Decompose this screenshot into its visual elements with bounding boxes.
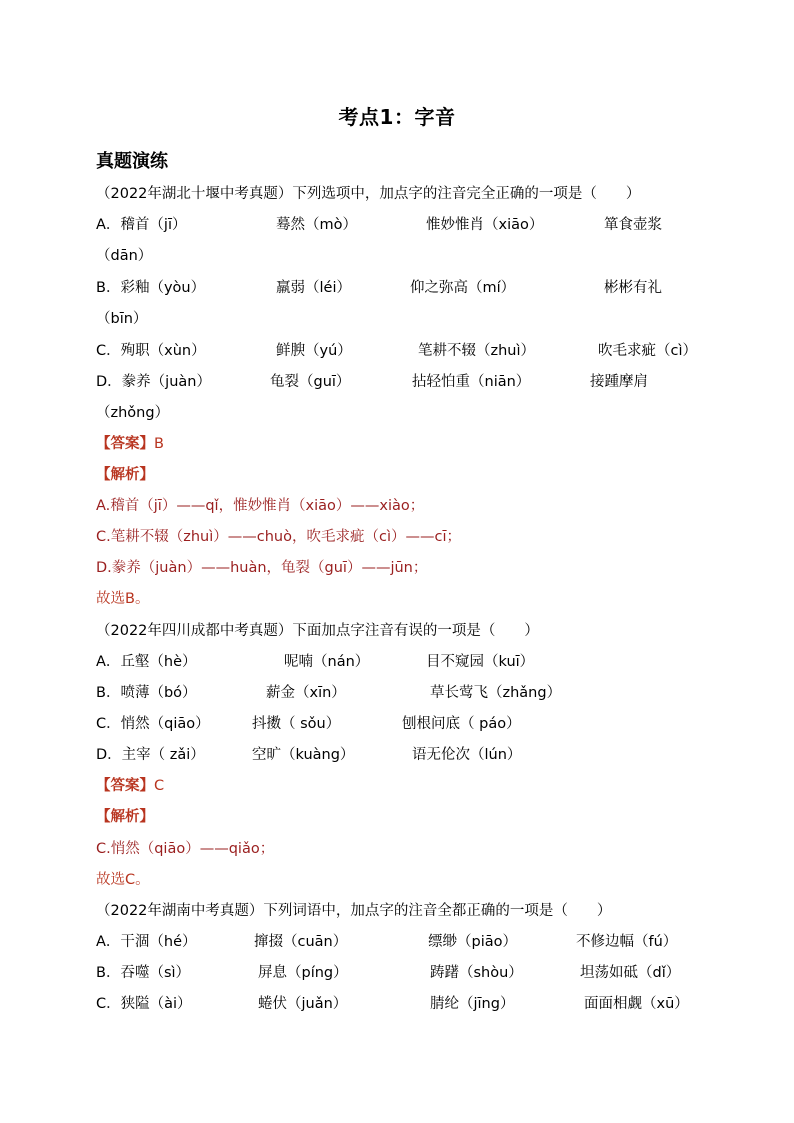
option-c-item-3: 笔耕不辍（zhuì） [418, 343, 536, 359]
q1-analysis-label [96, 464, 154, 486]
option-c-item-1: C．悄然（qiāo） [96, 716, 210, 732]
q1-option-b-wrap [96, 308, 147, 330]
option-b-item-4: 坦荡如砥（dǐ） [580, 965, 681, 981]
option-a-item-1: A．丘壑（hè） [96, 654, 197, 670]
option-d-item-2: 龟裂（guī） [270, 374, 351, 390]
option-a-item-4-pinyin: （dān） [96, 248, 153, 264]
section-heading: 真题演练 [96, 151, 168, 172]
q2-stem [96, 620, 539, 642]
q3-stem [96, 900, 611, 922]
option-a-item-3: 目不窥园（kuī） [426, 654, 535, 670]
option-a-item-2: 撺掇（cuān） [254, 934, 348, 950]
option-a-item-4: 箪食壶浆 [604, 217, 662, 233]
option-c-item-2: 蜷伏（juǎn） [258, 996, 348, 1012]
option-a-item-2: 蓦然（mò） [276, 217, 357, 233]
option-c-item-1: C．狭隘（ài） [96, 996, 192, 1012]
q2-stem-text: （2022年四川成都中考真题）下面加点字注音有误的一项是（ ） [96, 623, 539, 639]
option-c-item-3: 刨根问底（ páo） [402, 716, 521, 732]
option-d-item-1: D．主宰（ zǎi） [96, 747, 205, 763]
option-a-item-3: 惟妙惟肖（xiāo） [426, 217, 544, 233]
option-c-item-4: 吹毛求疵（cì） [598, 343, 698, 359]
q1-stem [96, 183, 640, 205]
option-a-item-1: A．干涸（hé） [96, 934, 197, 950]
option-b-item-2: 薪金（xīn） [266, 685, 346, 701]
option-b-item-3: 草长莺飞（zhǎng） [430, 685, 562, 701]
answer-label: 【答案】 [96, 436, 154, 452]
option-b-item-2: 屏息（píng） [258, 965, 348, 981]
q1-option-d-wrap [96, 402, 169, 424]
option-b-item-2: 羸弱（léi） [276, 280, 351, 296]
page-title: 考点1：字音 [338, 105, 456, 129]
q1-conclusion: 故选B。 [96, 591, 150, 607]
option-d-item-2: 空旷（kuàng） [252, 747, 355, 763]
q3-stem-text: （2022年湖南中考真题）下列词语中，加点字的注音全都正确的一项是（ ） [96, 903, 612, 919]
option-c-item-3: 腈纶（jīng） [430, 996, 515, 1012]
option-b-item-1: B．彩釉（yòu） [96, 280, 206, 296]
option-b-item-1: B．吞噬（sì） [96, 965, 191, 981]
option-d-item-3: 拈轻怕重（niān） [412, 374, 531, 390]
analysis-label: 【解析】 [96, 809, 154, 825]
option-c-item-4: 面面相觑（xū） [584, 996, 689, 1012]
answer-value: B [154, 436, 164, 452]
q2-analysis-label [96, 806, 154, 828]
q1-analysis-line-3: D.豢养（juàn）——huàn，龟裂（guī）——jūn； [96, 560, 428, 576]
answer-label: 【答案】 [96, 778, 154, 794]
option-a-item-2: 呢喃（nán） [284, 654, 370, 670]
option-c-item-2: 鲜腴（yú） [276, 343, 352, 359]
q2-analysis-line-1: C.悄然（qiāo）——qiǎo； [96, 841, 275, 857]
q1-answer [96, 433, 164, 455]
option-a-item-1: A．稽首（jī） [96, 217, 187, 233]
option-d-item-1: D．豢养（juàn） [96, 374, 211, 390]
q1-option-a-wrap [96, 245, 152, 267]
option-b-item-3: 踌躇（shòu） [430, 965, 523, 981]
option-b-item-3: 仰之弥高（mí） [410, 280, 516, 296]
option-d-item-4-pinyin: （zhǒng） [96, 405, 170, 421]
option-b-item-4-pinyin: （bīn） [96, 311, 148, 327]
option-a-item-4: 不修边幅（fú） [576, 934, 678, 950]
q1-analysis-line-1: A.稽首（jī）——qǐ，惟妙惟肖（xiāo）——xiào； [96, 498, 425, 514]
option-d-item-3: 语无伦次（lún） [412, 747, 522, 763]
q1-analysis-line-2: C.笔耕不辍（zhuì）——chuò，吹毛求疵（cì）——cī； [96, 529, 461, 545]
q1-stem-text: （2022年湖北十堰中考真题）下列选项中，加点字的注音完全正确的一项是（ ） [96, 186, 641, 202]
option-b-item-4: 彬彬有礼 [604, 280, 662, 296]
option-b-item-1: B．喷薄（bó） [96, 685, 197, 701]
option-d-item-4: 接踵摩肩 [590, 374, 648, 390]
option-c-item-1: C．殉职（xùn） [96, 343, 206, 359]
answer-value: C [154, 778, 165, 794]
q2-answer [96, 775, 164, 797]
analysis-label: 【解析】 [96, 467, 154, 483]
q2-conclusion: 故选C。 [96, 872, 150, 888]
option-c-item-2: 抖擞（ sǒu） [252, 716, 341, 732]
option-a-item-3: 缥缈（piāo） [428, 934, 517, 950]
